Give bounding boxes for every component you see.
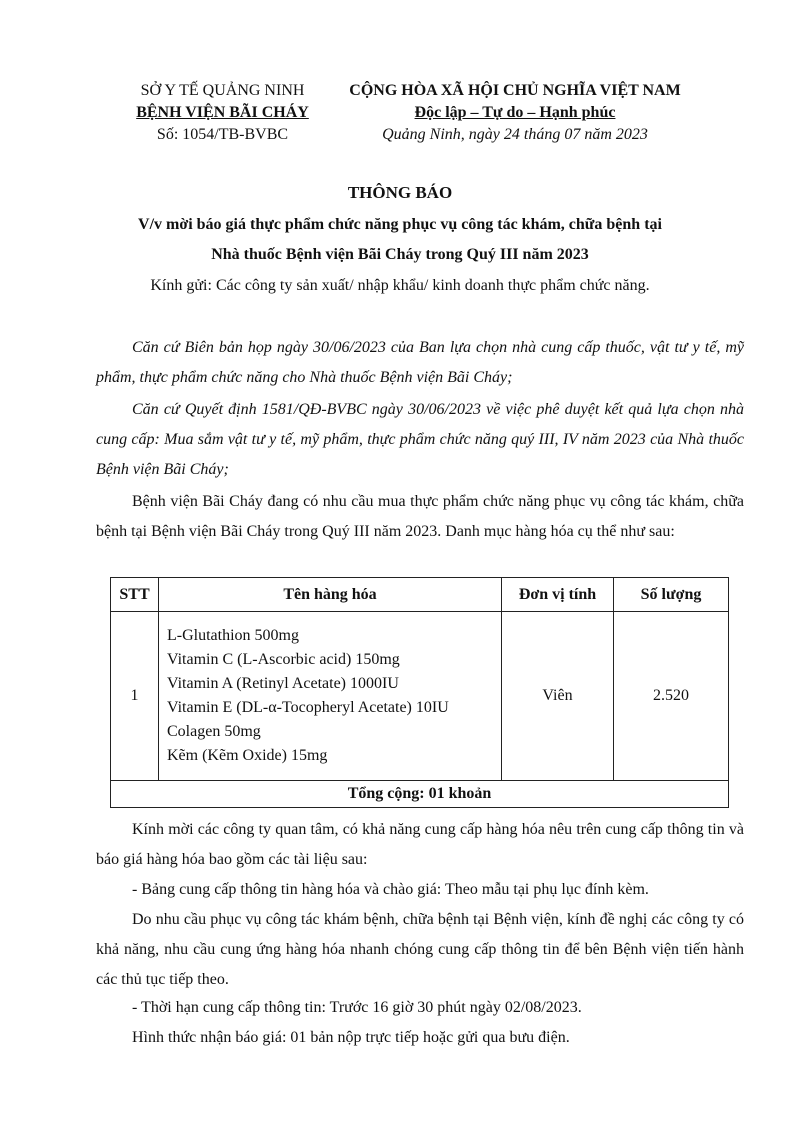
ingredient-line: L-Glutathion 500mg	[167, 627, 299, 644]
header-unit: Đơn vị tính	[502, 578, 614, 612]
ingredient-line: Vitamin A (Retinyl Acetate) 1000IU	[167, 675, 399, 692]
hospital-name: BỆNH VIỆN BÃI CHÁY	[136, 104, 309, 121]
total-cell: Tổng cộng: 01 khoản	[111, 781, 729, 808]
recipient-line: Kính gửi: Các công ty sản xuất/ nhập khẩu/ kinh doanh thực phẩm chức năng.	[150, 277, 650, 294]
goods-table	[110, 577, 729, 808]
country-name: CỘNG HÒA XÃ HỘI CHỦ NGHĨA VIỆT NAM	[349, 82, 681, 99]
subject-line-1: V/v mời báo giá thực phẩm chức năng phục vụ công tác khám, chữa bệnh tại	[138, 216, 662, 233]
urgency-paragraph: Do nhu cầu phục vụ công tác khám bệnh, chữa bệnh tại Bệnh viện, kính đề nghị các công ty có khả năng, nhu cầu cung ứng hàng hóa nhanh chóng cung cấp thông tin để bên Bệnh viện tiến hành các thủ tục tiếp theo.	[96, 911, 744, 988]
table-total-row	[111, 781, 729, 808]
national-motto: Độc lập – Tự do – Hạnh phúc	[414, 104, 616, 121]
request-paragraph: Bệnh viện Bãi Cháy đang có nhu cầu mua thực phẩm chức năng phục vụ công tác khám, chữa bệnh tại Bệnh viện Bãi Cháy trong Quý III năm 2023. Danh mục hàng hóa cụ thể như sau:	[96, 493, 744, 540]
table-header-row	[111, 578, 729, 612]
document-title: THÔNG BÁO	[347, 183, 453, 202]
cell-quantity: 2.520	[614, 612, 729, 781]
place-date: Quảng Ninh, ngày 24 tháng 07 năm 2023	[382, 126, 648, 143]
table-row	[111, 612, 729, 781]
header-quantity: Số lượng	[614, 578, 729, 612]
ingredient-line: Colagen 50mg	[167, 723, 261, 740]
deadline-line: - Thời hạn cung cấp thông tin: Trước 16 giờ 30 phút ngày 02/08/2023.	[132, 999, 582, 1016]
submission-method: Hình thức nhận báo giá: 01 bản nộp trực tiếp hoặc gửi qua bưu điện.	[132, 1029, 570, 1046]
cell-unit: Viên	[502, 612, 614, 781]
legal-basis-2: Căn cứ Quyết định 1581/QĐ-BVBC ngày 30/06/2023 về việc phê duyệt kết quả lựa chọn nhà cung cấp: Mua sắm vật tư y tế, mỹ phẩm, thực phẩm chức năng quý III, IV năm 2023 của Nhà thuốc Bệnh viện Bãi Cháy;	[96, 401, 744, 478]
issuer-block	[120, 80, 325, 146]
subject-line-2: Nhà thuốc Bệnh viện Bãi Cháy trong Quý III năm 2023	[211, 246, 589, 263]
national-header	[345, 80, 685, 146]
legal-basis-1: Căn cứ Biên bản họp ngày 30/06/2023 của Ban lựa chọn nhà cung cấp thuốc, vật tư y tế, mỹ phẩm, thực phẩm chức năng cho Nhà thuốc Bệnh viện Bãi Cháy;	[96, 339, 744, 386]
ingredient-line: Vitamin C (L-Ascorbic acid) 150mg	[167, 651, 400, 668]
header-stt: STT	[111, 578, 159, 612]
department-name: SỞ Y TẾ QUẢNG NINH	[140, 82, 305, 99]
document-requirement: - Bảng cung cấp thông tin hàng hóa và chào giá: Theo mẫu tại phụ lục đính kèm.	[132, 881, 649, 898]
ingredient-line: Kẽm (Kẽm Oxide) 15mg	[167, 747, 328, 764]
cell-item-name	[159, 612, 502, 781]
document-number: Số: 1054/TB-BVBC	[156, 126, 289, 143]
cell-stt: 1	[111, 612, 159, 781]
ingredient-line: Vitamin E (DL-α-Tocopheryl Acetate) 10IU	[167, 699, 449, 716]
header-item-name: Tên hàng hóa	[159, 578, 502, 612]
invitation-paragraph: Kính mời các công ty quan tâm, có khả năng cung cấp hàng hóa nêu trên cung cấp thông tin và báo giá hàng hóa bao gồm các tài liệu sau:	[96, 821, 744, 868]
